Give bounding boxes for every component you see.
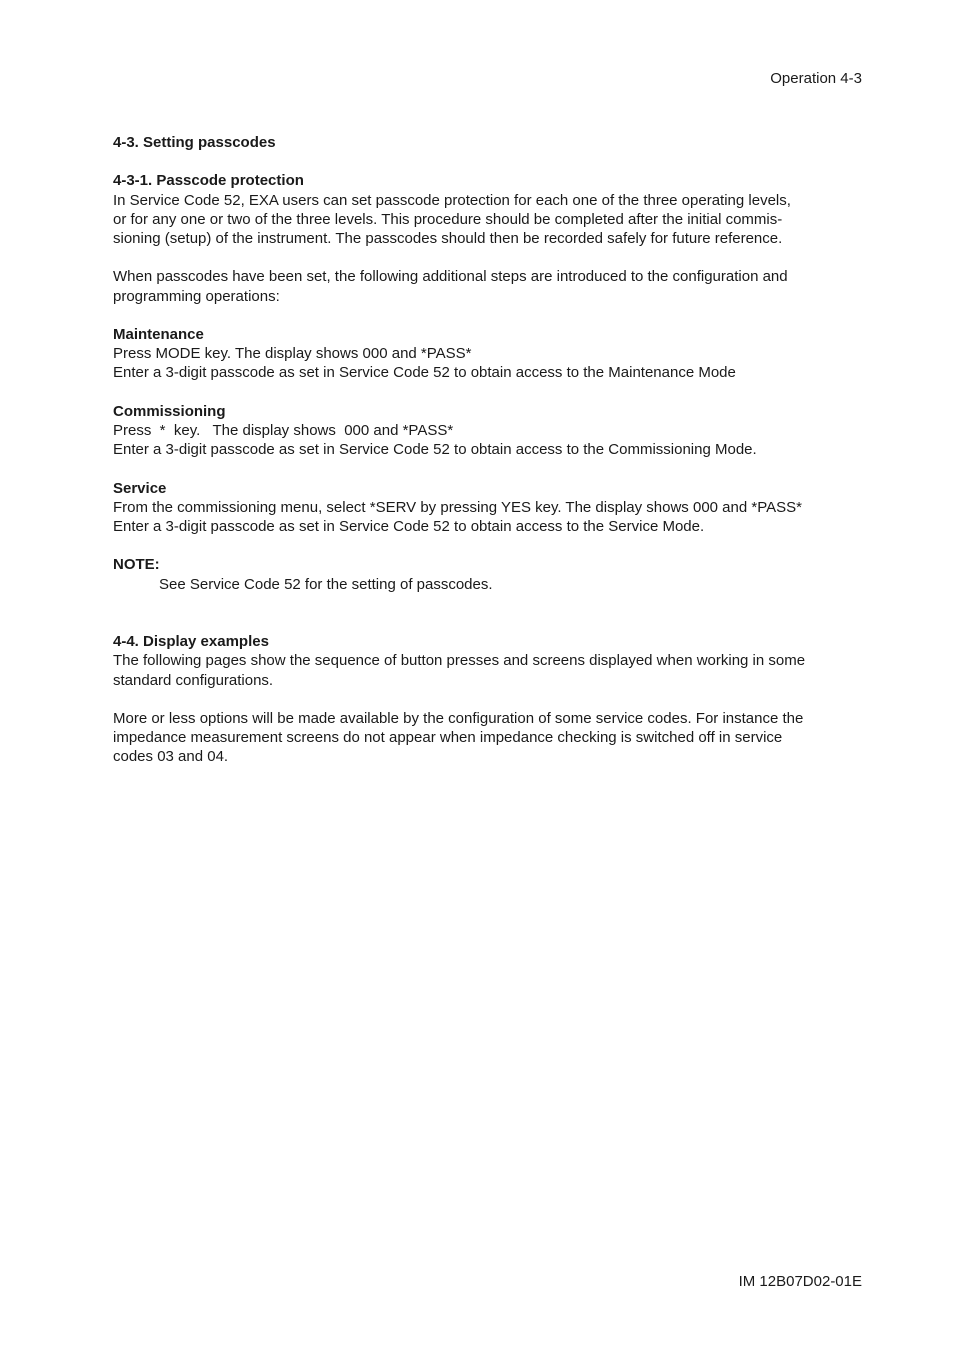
paragraph-line: Enter a 3-digit passcode as set in Service Code 52 to obtain access to the Maintenance Mode xyxy=(113,364,736,382)
subsection-title-4-3-1: 4-3-1. Passcode protection xyxy=(113,172,304,190)
paragraph-line: codes 03 and 04. xyxy=(113,748,229,766)
paragraph-line: sioning (setup) of the instrument. The passcodes should then be recorded safely for future reference. xyxy=(113,230,783,247)
paragraph-line: Enter a 3-digit passcode as set in Service Code 52 to obtain access to the Service Mode. xyxy=(113,517,705,535)
paragraph-line: When passcodes have been set, the following additional steps are introduced to the configuration and xyxy=(113,268,788,286)
paragraph-line: More or less options will be made available by the configuration of some service codes. For instance the xyxy=(113,709,804,727)
paragraph-line: From the commissioning menu, select *SERV by pressing YES key. The display shows 000 and *PASS* xyxy=(113,498,802,516)
note-text: See Service Code 52 for the setting of passcodes. xyxy=(159,575,493,593)
document-body xyxy=(113,133,863,767)
page-footer: IM 12B07D02-01E xyxy=(738,1273,862,1290)
paragraph-line: or for any one or two of the three levels. This procedure should be completed after the initial commis- xyxy=(113,210,783,228)
heading-maintenance: Maintenance xyxy=(113,325,204,343)
paragraph-line: The following pages show the sequence of button presses and screens displayed when working in some xyxy=(113,652,806,670)
paragraph-line: In Service Code 52, EXA users can set passcode protection for each one of the three operating levels, xyxy=(113,191,791,209)
note-label: NOTE: xyxy=(113,556,160,574)
paragraph-line: Enter a 3-digit passcode as set in Service Code 52 to obtain access to the Commissioning Mode. xyxy=(113,441,757,459)
paragraph-line: Press MODE key. The display shows 000 and *PASS* xyxy=(113,345,472,363)
heading-commissioning: Commissioning xyxy=(113,402,226,420)
heading-service: Service xyxy=(113,479,167,497)
paragraph-line: standard configurations. xyxy=(113,671,274,689)
paragraph-line: impedance measurement screens do not appear when impedance checking is switched off in service xyxy=(113,729,783,747)
page-header: Operation 4-3 xyxy=(770,70,862,87)
section-title-4-3: 4-3. Setting passcodes xyxy=(113,134,276,151)
paragraph-line: programming operations: xyxy=(113,287,280,305)
paragraph-line: Press * key. The display shows 000 and *PASS* xyxy=(113,421,454,439)
section-title-4-4: 4-4. Display examples xyxy=(113,633,269,651)
